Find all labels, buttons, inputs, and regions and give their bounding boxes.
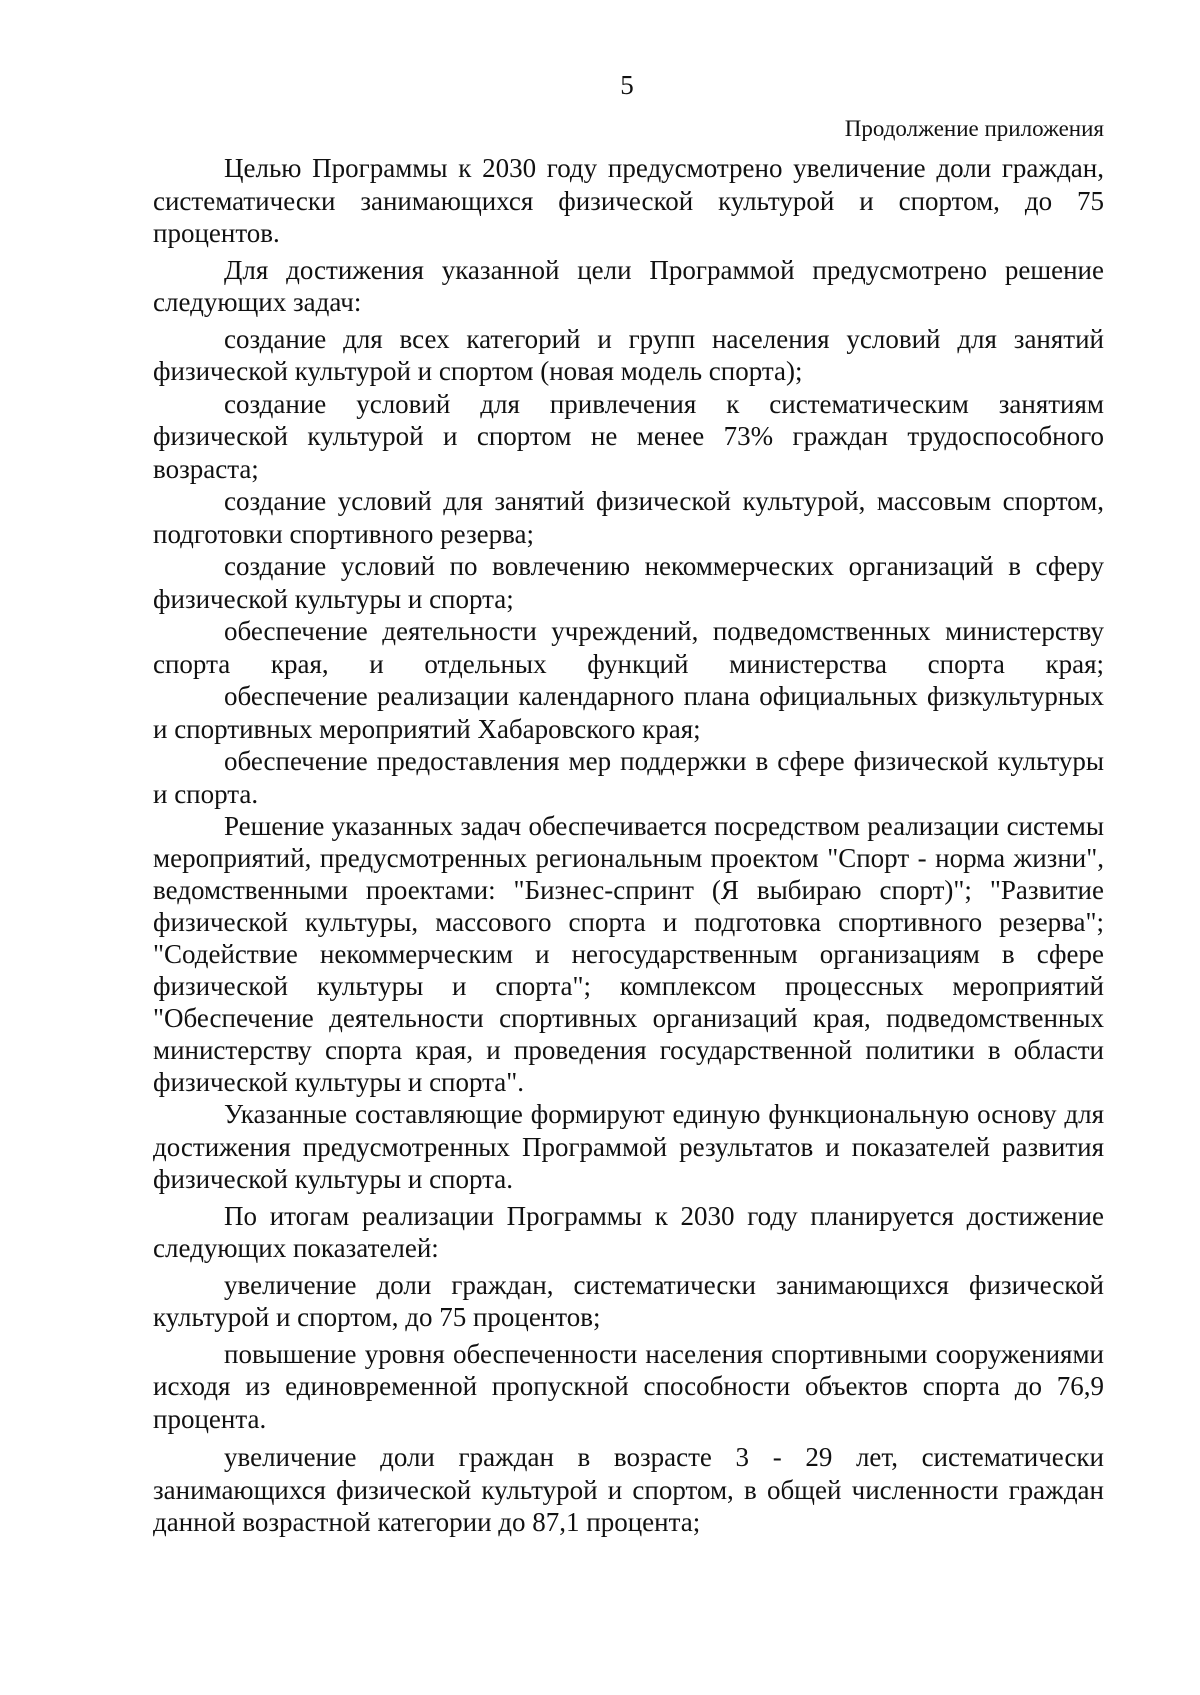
document-body: [153, 152, 1104, 1539]
paragraph-task-3: создание условий для занятий физической культурой, массовым спортом, подготовки спортивного резерва;: [153, 486, 1104, 549]
page-number: 5: [620, 70, 634, 100]
paragraph-goal: Целью Программы к 2030 году предусмотрено увеличение доли граждан, систематически занимающихся физической культурой и спортом, до 75 процентов.: [153, 153, 1104, 248]
paragraph-task-4: создание условий по вовлечению некоммерческих организаций в сферу физической культуры и спорта;: [153, 551, 1104, 614]
paragraph-indicator-2: повышение уровня обеспеченности населения спортивными сооружениями исходя из единовременной пропускной способности объектов спорта до 76,9 процента.: [153, 1338, 1104, 1434]
paragraph-measures: Решение указанных задач обеспечивается посредством реализации системы мероприятий, предусмотренных региональным проектом "Спорт - норма жизни", ведомственными проектами: "Бизнес-спринт (Я выбираю спорт)"; "Развитие физической культуры, массового спорта и подготовка спортивного резерва"; "Содействие некоммерческим и негосударственным организациям в сфере физической культуры и спорта"; комплексом процессных мероприятий "Обеспечение деятельности спортивных организаций края, подведомственных министерству спорта края, и проведения государственной политики в области физической культуры и спорта".: [153, 811, 1104, 1097]
paragraph-task-2: создание условий для привлечения к систематическим занятиям физической культурой и спортом не менее 73% граждан трудоспособного возраста;: [153, 388, 1104, 484]
paragraph-indicator-3: увеличение доли граждан в возрасте 3 - 29 лет, систематически занимающихся физической культурой и спортом, в общей численности граждан данной возрастной категории до 87,1 процента;: [153, 1442, 1104, 1537]
paragraph-task-5: обеспечение деятельности учреждений, подведомственных министерству спорта края, и отдельных функций министерства спорта края;: [153, 616, 1104, 679]
paragraph-indicators-intro: По итогам реализации Программы к 2030 году планируется достижение следующих показателей:: [153, 1200, 1104, 1263]
paragraph-components: Указанные составляющие формируют единую функциональную основу для достижения предусмотренных Программой результатов и показателей развития физической культуры и спорта.: [153, 1099, 1104, 1194]
paragraph-indicator-1: увеличение доли граждан, систематически занимающихся физической культурой и спортом, до 75 процентов;: [153, 1269, 1104, 1332]
paragraph-tasks-intro: Для достижения указанной цели Программой предусмотрено решение следующих задач:: [153, 254, 1104, 317]
paragraph-task-6: обеспечение реализации календарного плана официальных физкультурных и спортивных мероприятий Хабаровского края;: [153, 681, 1104, 744]
appendix-continuation-note: Продолжение приложения: [844, 116, 1104, 141]
paragraph-task-7: обеспечение предоставления мер поддержки в сфере физической культуры и спорта.: [153, 746, 1104, 809]
paragraph-task-1: создание для всех категорий и групп населения условий для занятий физической культурой и спортом (новая модель спорта);: [153, 323, 1104, 386]
